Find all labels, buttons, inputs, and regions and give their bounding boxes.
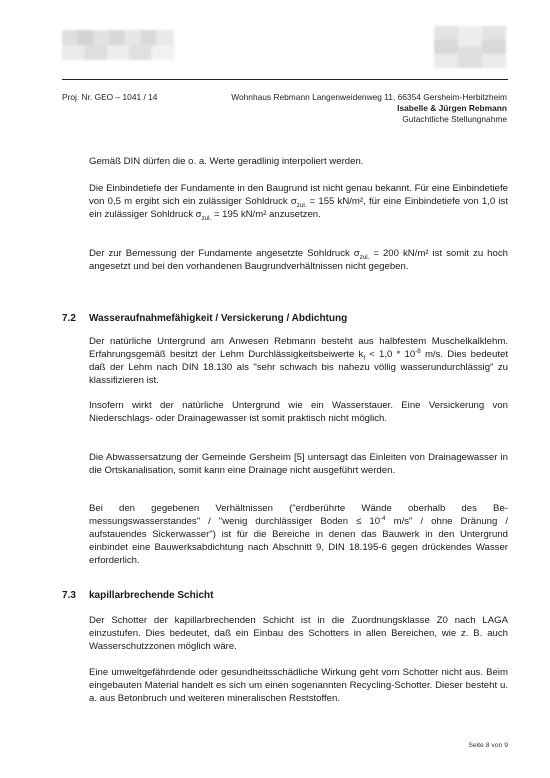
paragraph-subsoil: Der natürliche Untergrund am Anwesen Rebmann besteht aus halbfestem Muschelkalklehm. Erfahrungsgemäß besitzt der Lehm Durchlässigkeitsbeiwerte $k_f < 1,0 * 10^{-8}$ m/s. Dies bedeutet daß der Lehm nach DIN 18.130 als "sehr schwach bis nahezu völlig wasserundurchlässig" zu klassifizieren ist.	[89, 336, 509, 386]
paragraph-gravel-classification: Der Schotter der kapillarbrechenden Schicht ist in die Zuordnungsklasse Z0 nach LAGA einzustufen. Dies bedeutet, daß ein Einbau des Schotters in allen Bereichen, wie z. B. auch Wasserschutzzonen möglich wäre.	[89, 615, 508, 652]
client-name: Isabelle & Jürgen Rebmann	[397, 103, 507, 114]
paragraph-embedment-depth: Die Einbindetiefe der Fundamente in den Baugrund ist nicht genau bekannt. Für eine Einbindetiefe von 0,5 m ergibt sich ein zulässiger Sohldruck $\sigma_{zul.} = 155$ kN/m², für eine Einbindetiefe von 1,0 ist ein zulässiger Sohldruck $\sigma_{zul.} = 195$ kN/m² anzusetzen.	[89, 183, 508, 222]
section-heading-7-2: 7.2 Wasseraufnahmefähigkeit / Versickerung / Abdichtung	[62, 313, 348, 324]
paragraph-wastewater-statute: Die Abwassersatzung der Gemeinde Gersheim [5] untersagt das Einleiten von Drainagewasser in die Ortskanalisation, somit kann eine Drainage nicht ausgeführt werden.	[89, 452, 508, 476]
paragraph-gravel-effect: Eine umweltgefährdende oder gesundheitsschädliche Wirkung geht vom Schotter nicht aus. Beim eingebauten Material handelt es sich um einen sogenannten Recycling-Schotter. Dieser besteht u. a. aus Betonbruch und weiteren mineralischen Reststoffen.	[89, 667, 508, 704]
page-number: Seite 8 von 9	[468, 742, 508, 749]
paragraph-water-barrier: Insofern wirkt der natürliche Untergrund wie ein Wasserstauer. Eine Versickerung von Niederschlags- oder Drainagewasser ist somit praktisch nicht möglich.	[89, 400, 508, 424]
section-heading-7-3: 7.3 kapillarbrechende Schicht	[62, 590, 214, 601]
paragraph-design-pressure: Der zur Bemessung der Fundamente angesetzte Sohldruck $\sigma_{zul.} = 200$ kN/m² ist somit zu hoch angesetzt und bei den vorhandenen Baugrundverhältnissen nicht gegeben.	[89, 248, 508, 272]
paragraph-interpolation: Gemäß DIN dürfen die o. a. Werte geradlinig interpoliert werden.	[89, 156, 364, 167]
seal-logo-blurred	[434, 26, 506, 68]
paragraph-waterproofing: Bei den gegebenen Verhältnissen ("erdberührte Wände oberhalb des Bemessungswasserstandes" / "wenig durchlässiger Boden ≤ $10^{-4}$ m/s" / ohne Dränung / aufstauendes Sickerwasser") ist für die Bereiche in denen das Bauwerk in den Untergrund einbindet eine Bauwerksabdichtung nach Abschnitt 9, DIN 18.195-6 gegen drückendes Wasser erforderlich.	[89, 503, 508, 566]
project-number: Proj. Nr. GEO – 1041 / 14	[62, 92, 158, 102]
project-address: Wohnhaus Rebmann Langenweidenweg 11, 66354 Gersheim-Herbitzheim	[231, 92, 507, 102]
company-logo-blurred	[62, 30, 174, 60]
document-type: Gutachtliche Stellungnahme	[402, 114, 507, 125]
document-header	[231, 92, 507, 126]
header-divider	[62, 79, 508, 80]
